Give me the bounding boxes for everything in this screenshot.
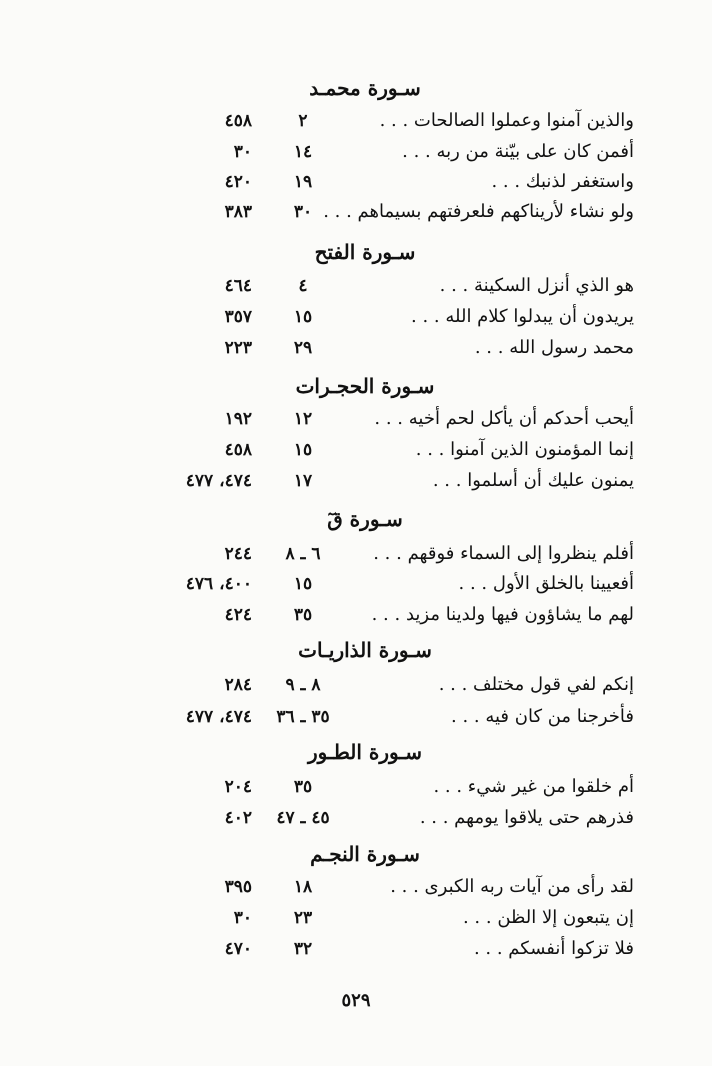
page-reference: ٢٠٤ bbox=[224, 777, 252, 797]
verse-text: هو الذي أنزل السكينة . . . bbox=[439, 275, 634, 296]
verse-text: أفعيينا بالخلق الأول . . . bbox=[458, 573, 634, 594]
index-entry bbox=[0, 167, 712, 197]
index-entry bbox=[0, 600, 712, 630]
ayah-number: ١٥ bbox=[293, 440, 313, 460]
verse-text: ولو نشاء لأريناكهم فلعرفتهم بسيماهم . . . bbox=[323, 201, 634, 222]
surah-heading: سـورة قٓ bbox=[327, 507, 403, 531]
ayah-number: ١٧ bbox=[293, 471, 313, 491]
ayah-number: ٦ ـ ٨ bbox=[285, 544, 321, 564]
page-reference: ٣٥٧ bbox=[224, 307, 252, 327]
index-entry bbox=[0, 435, 712, 465]
page-reference: ٤٠٢ bbox=[224, 808, 252, 828]
ayah-number: ٨ ـ ٩ bbox=[285, 675, 321, 695]
surah-heading: سـورة الحجـرات bbox=[295, 374, 435, 398]
index-entry bbox=[0, 539, 712, 569]
page-reference: ٣٩٥ bbox=[224, 877, 252, 897]
ayah-number: ٢٣ bbox=[293, 908, 313, 928]
verse-text: أم خلقوا من غير شيء . . . bbox=[433, 776, 634, 797]
ayah-number: ١٢ bbox=[293, 409, 313, 429]
verse-text: إنكم لفي قول مختلف . . . bbox=[438, 674, 634, 695]
verse-text: إنما المؤمنون الذين آمنوا . . . bbox=[415, 439, 634, 460]
surah-heading: سـورة النجـم bbox=[310, 842, 420, 866]
index-entry bbox=[0, 569, 712, 599]
page-reference: ٤٠٠، ٤٧٦ bbox=[185, 574, 252, 594]
verse-text: إن يتبعون إلا الظن . . . bbox=[462, 907, 634, 928]
verse-text: لقد رأى من آيات ربه الكبرى . . . bbox=[390, 876, 634, 897]
page-reference: ٣٨٣ bbox=[224, 202, 252, 222]
verse-text: فذرهم حتى يلاقوا يومهم . . . bbox=[419, 807, 634, 828]
index-entry bbox=[0, 772, 712, 802]
verse-text: أفمن كان على بيّنة من ربه . . . bbox=[402, 141, 634, 162]
index-entry bbox=[0, 404, 712, 434]
ayah-number: ٢٩ bbox=[293, 338, 313, 358]
verse-text: واستغفر لذنبك . . . bbox=[491, 171, 634, 192]
page-reference: ٣٠ bbox=[233, 142, 252, 162]
ayah-number: ١٥ bbox=[293, 574, 313, 594]
ayah-number: ٣٠ bbox=[293, 202, 313, 222]
page-reference: ٢٢٣ bbox=[224, 338, 252, 358]
page-number: ٥٢٩ bbox=[341, 990, 371, 1011]
index-entry bbox=[0, 872, 712, 902]
page-reference: ٤٥٨ bbox=[224, 440, 252, 460]
ayah-number: ٤٥ ـ ٤٧ bbox=[276, 808, 330, 828]
surah-heading: سـورة الذاريـات bbox=[298, 638, 432, 662]
index-entry bbox=[0, 803, 712, 833]
page-reference: ١٩٢ bbox=[224, 409, 252, 429]
verse-text: أفلم ينظروا إلى السماء فوقهم . . . bbox=[373, 543, 634, 564]
page-reference: ٤٧٤، ٤٧٧ bbox=[185, 471, 252, 491]
page-reference: ٤٥٨ bbox=[224, 111, 252, 131]
surah-heading: سـورة الفتح bbox=[314, 240, 416, 264]
ayah-number: ٢ bbox=[298, 111, 308, 131]
page-reference: ٣٠ bbox=[233, 908, 252, 928]
ayah-number: ١٩ bbox=[293, 172, 313, 192]
index-entry bbox=[0, 903, 712, 933]
page-reference: ٤٢٠ bbox=[224, 172, 252, 192]
surah-heading: سـورة محمـد bbox=[309, 76, 421, 100]
index-entry bbox=[0, 934, 712, 964]
ayah-number: ٣٥ bbox=[293, 605, 313, 625]
surah-heading: سـورة الطـور bbox=[308, 740, 422, 764]
ayah-number: ٤ bbox=[298, 276, 308, 296]
ayah-number: ٣٢ bbox=[293, 939, 313, 959]
index-entry bbox=[0, 333, 712, 363]
verse-text: أيحب أحدكم أن يأكل لحم أخيه . . . bbox=[374, 408, 634, 429]
page-reference: ٢٨٤ bbox=[224, 675, 252, 695]
index-entry bbox=[0, 197, 712, 227]
verse-text: فأخرجنا من كان فيه . . . bbox=[451, 706, 634, 727]
index-entry bbox=[0, 137, 712, 167]
verse-text: محمد رسول الله . . . bbox=[474, 337, 634, 358]
index-entry bbox=[0, 271, 712, 301]
verse-text: والذين آمنوا وعملوا الصالحات . . . bbox=[379, 110, 634, 131]
page-reference: ٤٢٤ bbox=[224, 605, 252, 625]
ayah-number: ٣٥ bbox=[293, 777, 313, 797]
page-reference: ٤٧٠ bbox=[224, 939, 252, 959]
verse-text: لهم ما يشاؤون فيها ولدينا مزيد . . . bbox=[371, 604, 634, 625]
verse-text: فلا تزكوا أنفسكم . . . bbox=[473, 938, 634, 959]
index-entry bbox=[0, 702, 712, 732]
index-entry bbox=[0, 106, 712, 136]
page-reference: ٤٦٤ bbox=[224, 276, 252, 296]
page-reference: ٢٤٤ bbox=[224, 544, 252, 564]
index-entry bbox=[0, 302, 712, 332]
ayah-number: ٣٥ ـ ٣٦ bbox=[276, 707, 330, 727]
ayah-number: ١٤ bbox=[293, 142, 313, 162]
ayah-number: ١٨ bbox=[293, 877, 313, 897]
index-entry bbox=[0, 466, 712, 496]
index-entry bbox=[0, 670, 712, 700]
verse-text: يمنون عليك أن أسلموا . . . bbox=[432, 470, 634, 491]
ayah-number: ١٥ bbox=[293, 307, 313, 327]
verse-text: يريدون أن يبدلوا كلام الله . . . bbox=[411, 306, 634, 327]
page-reference: ٤٧٤، ٤٧٧ bbox=[185, 707, 252, 727]
